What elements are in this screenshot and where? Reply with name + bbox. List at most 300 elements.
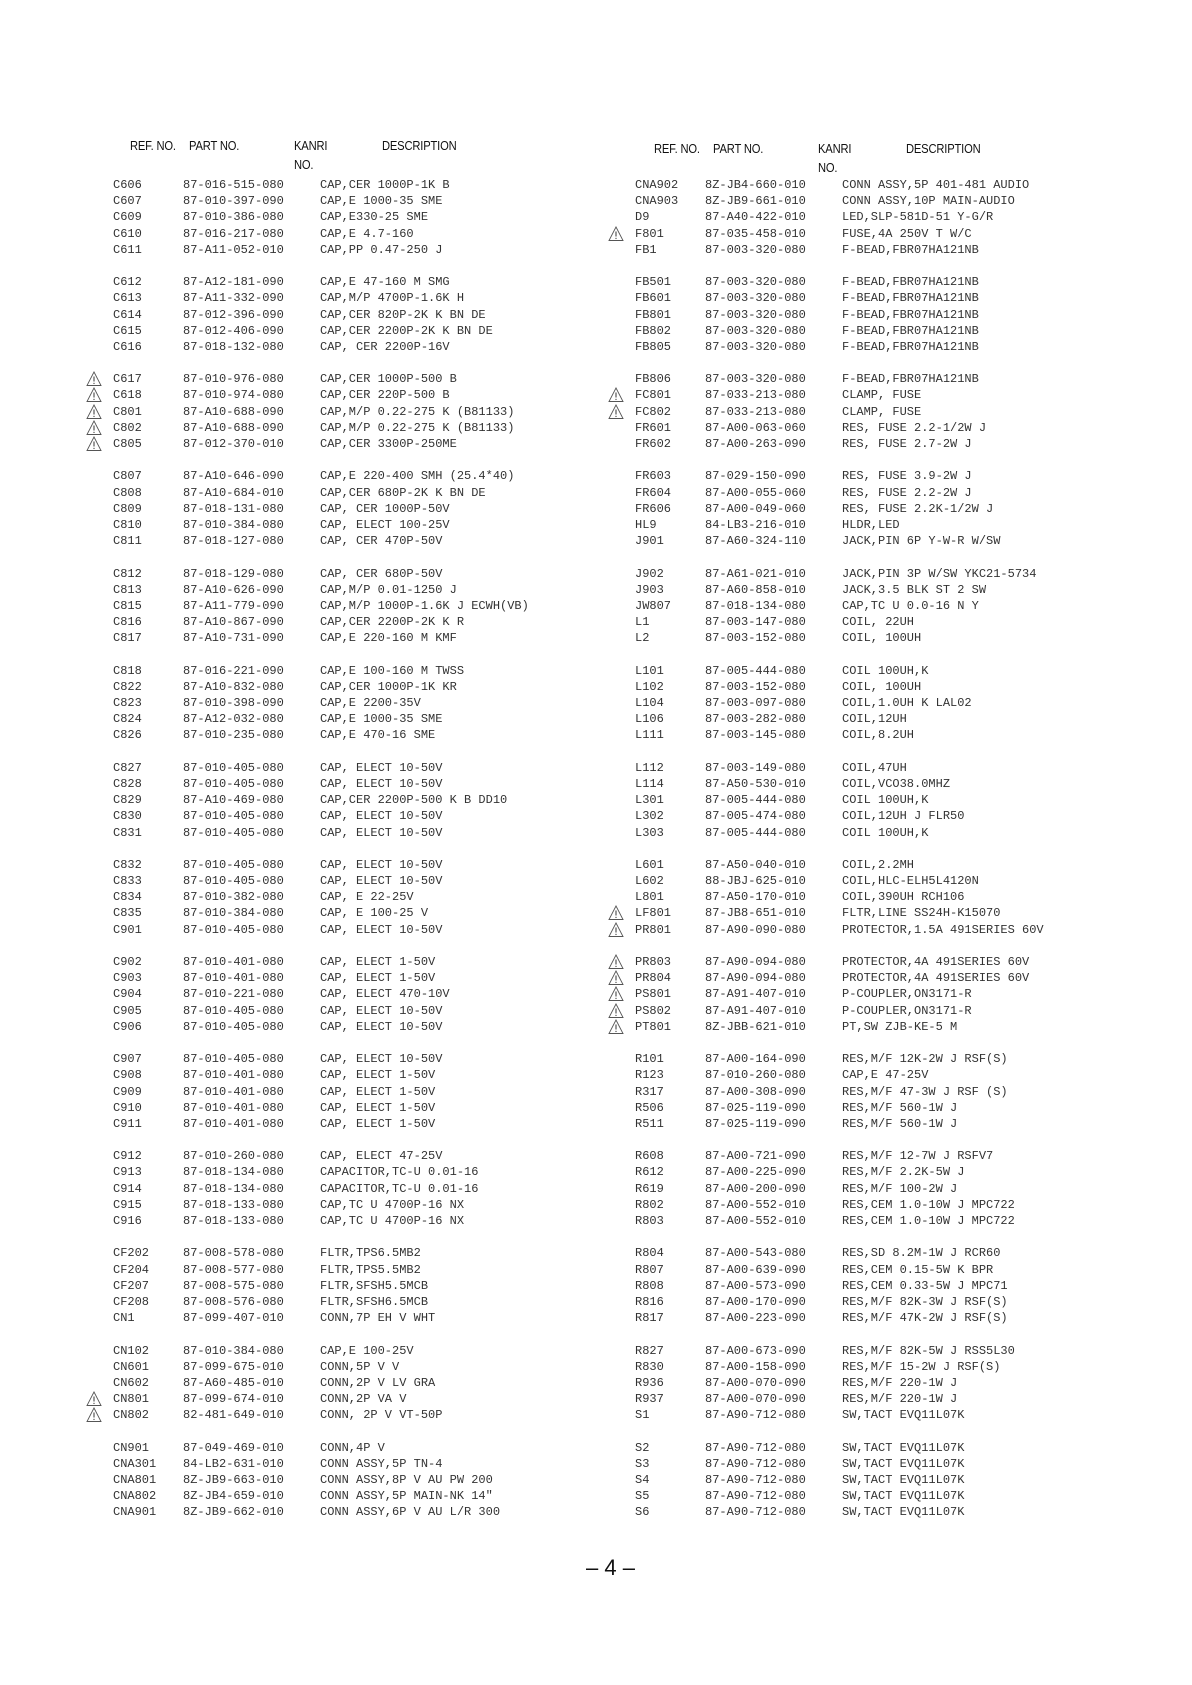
description: CAP,M/P 1000P-1.6K J ECWH(VB) [320, 598, 529, 613]
description: JACK,3.5 BLK ST 2 SW [842, 582, 987, 597]
part-no: 87-008-578-080 [183, 1246, 284, 1261]
parts-row [113, 226, 553, 242]
parts-row [113, 404, 553, 420]
parts-group [635, 371, 1075, 452]
parts-row [113, 1504, 553, 1520]
part-no: 87-A00-063-060 [705, 420, 806, 435]
ref-no: C830 [113, 809, 142, 824]
ref-no: S3 [635, 1456, 650, 1471]
parts-group [113, 468, 553, 549]
parts-row [635, 857, 1075, 873]
part-no: 87-A90-712-080 [705, 1489, 806, 1504]
ref-no: JW807 [635, 598, 672, 613]
parts-row [113, 954, 553, 970]
description: CONN ASSY,5P 401-481 AUDIO [842, 178, 1030, 192]
description: COIL,47UH [842, 760, 907, 775]
description: CAP, ELECT 10-50V [320, 922, 443, 937]
caution-triangle-icon [608, 404, 624, 420]
ref-no: C914 [113, 1181, 142, 1196]
description: CAPACITOR,TC-U 0.01-16 [320, 1165, 479, 1180]
description: CONN,7P EH V WHT [320, 1311, 436, 1326]
parts-row [635, 1488, 1075, 1504]
ref-no: L101 [635, 663, 664, 678]
parts-row [635, 1472, 1075, 1488]
description: PROTECTOR,1.5A 491SERIES 60V [842, 922, 1044, 937]
part-no: 87-018-133-080 [183, 1197, 284, 1212]
part-no: 87-A90-090-080 [705, 922, 806, 937]
caution-triangle-icon [86, 1391, 102, 1407]
description: RES,M/F 220-1W J [842, 1392, 958, 1407]
parts-row [635, 1375, 1075, 1391]
caution-triangle-icon [608, 922, 624, 938]
part-no: 87-A10-688-090 [183, 404, 284, 419]
caution-triangle-icon [608, 905, 624, 921]
parts-row [635, 1019, 1075, 1035]
parts-row [113, 1262, 553, 1278]
parts-row [113, 1003, 553, 1019]
parts-row [113, 193, 553, 209]
header-kanri: KANRI [294, 138, 328, 153]
ref-no: CN602 [113, 1375, 150, 1390]
part-no: 87-A91-407-010 [705, 987, 806, 1002]
caution-triangle-icon [86, 404, 102, 420]
parts-row [113, 776, 553, 792]
part-no: 87-099-674-010 [183, 1392, 284, 1407]
parts-row [635, 501, 1075, 517]
part-no: 87-010-260-080 [705, 1068, 806, 1083]
parts-group [635, 1343, 1075, 1424]
part-no: 87-A10-684-010 [183, 485, 284, 500]
ref-no: C612 [113, 275, 142, 290]
parts-row [635, 209, 1075, 225]
ref-no: FB802 [635, 323, 672, 338]
description: F-BEAD,FBR07HA121NB [842, 275, 979, 290]
part-no: 87-A00-170-090 [705, 1294, 806, 1309]
parts-row [113, 1359, 553, 1375]
description: JACK,PIN 3P W/SW YKC21-5734 [842, 566, 1037, 581]
description: CAP,E 47-25V [842, 1068, 929, 1083]
part-no: 87-018-132-080 [183, 339, 284, 354]
ref-no: C823 [113, 696, 142, 710]
description: SW,TACT EVQ11L07K [842, 1473, 965, 1487]
parts-row [113, 339, 553, 355]
description: CAP,E 2200-35V [320, 696, 421, 710]
ref-no: L302 [635, 809, 664, 824]
ref-no: FB601 [635, 291, 672, 306]
description: FLTR,LINE SS24H-K15070 [842, 906, 1001, 921]
parts-group [113, 663, 553, 744]
part-no: 87-A00-263-090 [705, 437, 806, 451]
ref-no: CN102 [113, 1343, 150, 1358]
ref-no: L112 [635, 760, 664, 775]
part-no: 87-A00-070-090 [705, 1392, 806, 1407]
parts-row [635, 776, 1075, 792]
description: CAP, CER 470P-50V [320, 534, 443, 549]
header-ref-no: REF. NO. [654, 141, 700, 156]
parts-row [635, 1407, 1075, 1423]
ref-no: C812 [113, 566, 142, 581]
parts-row [113, 727, 553, 743]
description: CONN ASSY,5P MAIN-NK 14" [320, 1489, 493, 1504]
part-no: 87-010-401-080 [183, 1116, 284, 1131]
ref-no: CNA903 [635, 194, 679, 209]
description: CAP,CER 2200P-2K K BN DE [320, 323, 493, 338]
parts-row [635, 1262, 1075, 1278]
part-no: 87-005-474-080 [705, 809, 806, 824]
description: CAP, ELECT 1-50V [320, 1100, 436, 1115]
description: RES,M/F 220-1W J [842, 1375, 958, 1390]
part-no: 87-A90-712-080 [705, 1408, 806, 1423]
part-no: 87-010-405-080 [183, 760, 284, 775]
parts-row [113, 663, 553, 679]
parts-row [635, 889, 1075, 905]
parts-group [113, 954, 553, 1035]
ref-no: C606 [113, 178, 142, 192]
parts-group [113, 1440, 553, 1521]
ref-no: PS802 [635, 1003, 672, 1018]
part-no: 87-010-405-080 [183, 809, 284, 824]
part-no: 87-A00-552-010 [705, 1197, 806, 1212]
part-no: 84-LB3-216-010 [705, 517, 806, 532]
part-no: 87-A00-164-090 [705, 1052, 806, 1067]
ref-no: CNA301 [113, 1456, 157, 1471]
ref-no: S6 [635, 1505, 650, 1520]
ref-no: C831 [113, 825, 142, 840]
part-no: 87-A00-200-090 [705, 1181, 806, 1196]
parts-row [113, 371, 553, 387]
description: PROTECTOR,4A 491SERIES 60V [842, 971, 1030, 986]
description: F-BEAD,FBR07HA121NB [842, 242, 979, 257]
ref-no: FB501 [635, 275, 672, 290]
ref-no: C904 [113, 987, 142, 1002]
caution-triangle-icon [86, 1407, 102, 1423]
parts-row [113, 1343, 553, 1359]
part-no: 87-003-320-080 [705, 372, 806, 387]
part-no: 87-003-320-080 [705, 291, 806, 306]
part-no: 87-003-320-080 [705, 323, 806, 338]
parts-group [113, 177, 553, 258]
parts-row [635, 1440, 1075, 1456]
part-no: 87-010-235-080 [183, 728, 284, 743]
description: RES,M/F 100-2W J [842, 1181, 958, 1196]
parts-row [635, 1100, 1075, 1116]
parts-group [113, 1343, 553, 1424]
ref-no: FR603 [635, 469, 672, 484]
description: CAP, ELECT 1-50V [320, 971, 436, 986]
part-no: 87-A00-225-090 [705, 1165, 806, 1180]
parts-row [113, 1197, 553, 1213]
part-no: 87-010-384-080 [183, 517, 284, 532]
parts-row [635, 1278, 1075, 1294]
parts-row [635, 1245, 1075, 1261]
parts-group [113, 857, 553, 938]
ref-no: CN801 [113, 1392, 150, 1407]
parts-group [635, 1148, 1075, 1229]
ref-no: L602 [635, 874, 664, 889]
parts-row [635, 792, 1075, 808]
description: CAP,CER 2200P-2K K R [320, 615, 465, 630]
parts-row [113, 598, 553, 614]
ref-no: R937 [635, 1392, 664, 1407]
ref-no: D9 [635, 210, 650, 225]
ref-no: C911 [113, 1116, 142, 1131]
ref-no: C833 [113, 874, 142, 889]
ref-no: C908 [113, 1068, 142, 1083]
description: RES,M/F 560-1W J [842, 1116, 958, 1131]
part-no: 8Z-JB4-660-010 [705, 178, 806, 192]
description: P-COUPLER,ON3171-R [842, 1003, 972, 1018]
parts-row [113, 1391, 553, 1407]
part-no: 87-010-405-080 [183, 825, 284, 840]
description: CAP,TC U 4700P-16 NX [320, 1214, 465, 1228]
header-description: DESCRIPTION [382, 138, 457, 153]
parts-row [113, 177, 553, 193]
parts-row [635, 1003, 1075, 1019]
ref-no: C810 [113, 517, 142, 532]
description: RES,CEM 0.15-5W K BPR [842, 1262, 994, 1277]
description: SW,TACT EVQ11L07K [842, 1505, 965, 1520]
part-no: 87-010-384-080 [183, 1343, 284, 1358]
ref-no: C815 [113, 598, 142, 613]
ref-no: L114 [635, 776, 664, 791]
ref-no: C828 [113, 776, 142, 791]
description: CAP, ELECT 10-50V [320, 857, 443, 872]
parts-group [113, 371, 553, 452]
part-no: 87-003-320-080 [705, 275, 806, 290]
parts-row [113, 517, 553, 533]
part-no: 87-012-406-090 [183, 323, 284, 338]
parts-row [635, 242, 1075, 258]
part-no: 87-010-974-080 [183, 388, 284, 403]
description: CAP, CER 680P-50V [320, 566, 443, 581]
caution-triangle-icon [86, 420, 102, 436]
description: CAP, ELECT 47-25V [320, 1149, 443, 1164]
part-no: 87-A11-332-090 [183, 291, 284, 306]
description: CAP, CER 2200P-16V [320, 339, 450, 354]
parts-group [635, 663, 1075, 744]
parts-group [113, 1051, 553, 1132]
parts-row [635, 582, 1075, 598]
ref-no: C611 [113, 242, 142, 257]
ref-no: C609 [113, 210, 142, 225]
parts-row [113, 1310, 553, 1326]
part-no: 87-003-320-080 [705, 242, 806, 257]
description: CONN ASSY,10P MAIN-AUDIO [842, 194, 1015, 209]
header-ref-no: REF. NO. [130, 138, 176, 153]
ref-no: C829 [113, 793, 142, 808]
description: CAP, ELECT 10-50V [320, 1052, 443, 1067]
ref-no: CN901 [113, 1440, 150, 1455]
parts-row [113, 905, 553, 921]
ref-no: C903 [113, 971, 142, 986]
ref-no: CN1 [113, 1311, 135, 1326]
ref-no: C901 [113, 922, 142, 937]
description: FLTR,SFSH5.5MCB [320, 1278, 429, 1293]
description: RES,M/F 82K-5W J RSS5L30 [842, 1343, 1015, 1358]
description: SW,TACT EVQ11L07K [842, 1456, 965, 1471]
part-no: 82-481-649-010 [183, 1408, 284, 1423]
parts-row [113, 1116, 553, 1132]
ref-no: L301 [635, 793, 664, 808]
ref-no: FR601 [635, 420, 672, 435]
description: PT,SW ZJB-KE-5 M [842, 1019, 958, 1034]
caution-triangle-icon [608, 1019, 624, 1035]
ref-no: C907 [113, 1052, 142, 1067]
parts-row [635, 226, 1075, 242]
ref-no: C618 [113, 388, 142, 403]
ref-no: R608 [635, 1149, 664, 1164]
ref-no: CF208 [113, 1294, 150, 1309]
description: COIL,390UH RCH106 [842, 890, 965, 905]
part-no: 87-010-397-090 [183, 194, 284, 209]
caution-triangle-icon [608, 1003, 624, 1019]
description: RES, FUSE 2.2-2W J [842, 485, 972, 500]
parts-row [113, 1148, 553, 1164]
ref-no: FC801 [635, 388, 672, 403]
part-no: 87-025-119-090 [705, 1116, 806, 1131]
part-no: 88-JBJ-625-010 [705, 874, 806, 889]
ref-no: PS801 [635, 987, 672, 1002]
part-no: 87-A90-712-080 [705, 1505, 806, 1520]
part-no: 87-A00-721-090 [705, 1149, 806, 1164]
ref-no: S2 [635, 1440, 650, 1455]
parts-row [635, 420, 1075, 436]
ref-no: C818 [113, 663, 142, 678]
parts-row [635, 1116, 1075, 1132]
parts-group [635, 566, 1075, 647]
part-no: 87-010-401-080 [183, 1100, 284, 1115]
ref-no: R317 [635, 1084, 664, 1099]
ref-no: C826 [113, 728, 142, 743]
description: CAP,E330-25 SME [320, 210, 429, 225]
part-no: 87-A90-712-080 [705, 1456, 806, 1471]
part-no: 87-A10-688-090 [183, 420, 284, 435]
parts-group [635, 274, 1075, 355]
description: CAP,E 100-25V [320, 1343, 414, 1358]
parts-row [113, 209, 553, 225]
ref-no: CF207 [113, 1278, 150, 1293]
parts-row [635, 177, 1075, 193]
parts-row [113, 468, 553, 484]
parts-row [635, 1181, 1075, 1197]
description: COIL,2.2MH [842, 857, 915, 872]
description: SW,TACT EVQ11L07K [842, 1408, 965, 1423]
description: RES, FUSE 2.7-2W J [842, 437, 972, 451]
parts-group [635, 1245, 1075, 1326]
part-no: 87-010-386-080 [183, 210, 284, 225]
parts-row [635, 922, 1075, 938]
part-no: 87-018-133-080 [183, 1214, 284, 1228]
ref-no: CNA802 [113, 1489, 157, 1504]
description: RES,M/F 12K-2W J RSF(S) [842, 1052, 1008, 1067]
part-no: 87-A40-422-010 [705, 210, 806, 225]
description: RES,M/F 15-2W J RSF(S) [842, 1359, 1001, 1374]
part-no: 87-A00-308-090 [705, 1084, 806, 1099]
part-no: 87-A91-407-010 [705, 1003, 806, 1018]
part-no: 87-010-401-080 [183, 1068, 284, 1083]
parts-row [635, 193, 1075, 209]
part-no: 87-010-401-080 [183, 971, 284, 986]
description: COIL,12UH [842, 712, 907, 727]
description: CONN,4P V [320, 1440, 385, 1455]
part-no: 87-033-213-080 [705, 404, 806, 419]
description: COIL 100UH,K [842, 825, 929, 840]
description: COIL,HLC-ELH5L4120N [842, 874, 979, 889]
header-description: DESCRIPTION [906, 141, 981, 156]
description: RES,CEM 0.33-5W J MPC71 [842, 1278, 1008, 1293]
parts-row [635, 371, 1075, 387]
caution-triangle-icon [608, 387, 624, 403]
description: CAP,CER 1000P-1K B [320, 178, 450, 192]
parts-row [113, 436, 553, 452]
part-no: 87-016-217-080 [183, 226, 284, 241]
parts-row [635, 679, 1075, 695]
ref-no: R817 [635, 1311, 664, 1326]
part-no: 87-A00-049-060 [705, 501, 806, 516]
ref-no: C613 [113, 291, 142, 306]
part-no: 87-005-444-080 [705, 793, 806, 808]
part-no: 87-018-134-080 [183, 1181, 284, 1196]
parts-row [113, 1456, 553, 1472]
description: CAPACITOR,TC-U 0.01-16 [320, 1181, 479, 1196]
ref-no: C801 [113, 404, 142, 419]
ref-no: FB805 [635, 339, 672, 354]
ref-no: PR804 [635, 971, 672, 986]
parts-row [113, 970, 553, 986]
parts-row [113, 323, 553, 339]
ref-no: L102 [635, 679, 664, 694]
part-no: 87-A12-181-090 [183, 275, 284, 290]
part-no: 87-A90-712-080 [705, 1473, 806, 1487]
ref-no: C808 [113, 485, 142, 500]
ref-no: R511 [635, 1116, 664, 1131]
ref-no: R612 [635, 1165, 664, 1180]
part-no: 87-099-407-010 [183, 1311, 284, 1326]
parts-row [635, 339, 1075, 355]
part-no: 87-010-382-080 [183, 890, 284, 905]
description: SW,TACT EVQ11L07K [842, 1489, 965, 1504]
ref-no: J903 [635, 582, 664, 597]
description: CAP, E 100-25 V [320, 906, 429, 921]
ref-no: L303 [635, 825, 664, 840]
ref-no: J901 [635, 534, 664, 549]
part-no: 87-A10-832-080 [183, 679, 284, 694]
ref-no: C910 [113, 1100, 142, 1115]
caution-triangle-icon [608, 226, 624, 242]
ref-no: C912 [113, 1149, 142, 1164]
parts-row [635, 1391, 1075, 1407]
parts-row [113, 290, 553, 306]
ref-no: C827 [113, 760, 142, 775]
part-no: 87-A10-626-090 [183, 582, 284, 597]
parts-row [635, 1504, 1075, 1520]
part-no: 87-018-134-080 [705, 598, 806, 613]
parts-group [635, 468, 1075, 549]
part-no: 87-010-405-080 [183, 1052, 284, 1067]
ref-no: C614 [113, 307, 142, 322]
description: CAP,E 1000-35 SME [320, 712, 443, 727]
parts-row [635, 630, 1075, 646]
description: RES,M/F 47K-2W J RSF(S) [842, 1311, 1008, 1326]
parts-row [113, 679, 553, 695]
parts-row [635, 566, 1075, 582]
parts-group [113, 1148, 553, 1229]
description: CAP,M/P 0.22-275 K (B81133) [320, 404, 515, 419]
ref-no: C834 [113, 890, 142, 905]
description: CONN, 2P V VT-50P [320, 1408, 443, 1423]
part-no: 87-016-515-080 [183, 178, 284, 192]
parts-row [635, 695, 1075, 711]
